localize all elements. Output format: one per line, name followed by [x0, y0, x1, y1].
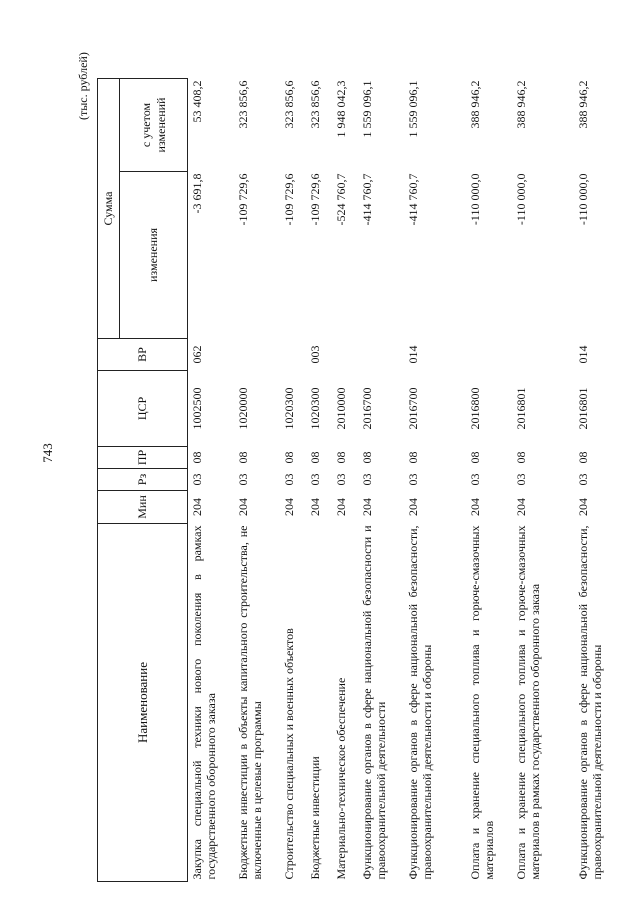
table-row — [512, 79, 574, 882]
cell-pr: 08 — [307, 451, 322, 464]
cell-min: 204 — [281, 498, 296, 516]
cell-vr: 003 — [307, 345, 322, 364]
header-rz: Рз — [98, 469, 188, 491]
cell-name: Материально-техническое обеспечение — [333, 677, 348, 880]
cell-total: 1 559 096,1 — [405, 80, 420, 138]
cell-rz: 03 — [575, 473, 590, 486]
cell-pr: 08 — [333, 451, 348, 464]
cell-csr: 1020300 — [307, 387, 322, 430]
cell-name: Функционирование органов в сфере национальной безопасности, правоохранительной деятельности и обороны — [575, 525, 604, 880]
cell-rz: 03 — [190, 473, 204, 486]
cell-min: 204 — [405, 498, 420, 516]
cell-rz: 03 — [359, 473, 374, 486]
cell-total: 53 408,2 — [190, 80, 204, 123]
cell-vr — [332, 339, 358, 371]
cell-csr: 1020300 — [281, 387, 296, 430]
cell-pr: 08 — [235, 451, 250, 464]
table-row — [280, 79, 306, 882]
cell-rz: 03 — [405, 473, 420, 486]
header-min: Мин — [98, 491, 188, 524]
cell-change: -414 760,7 — [405, 173, 420, 226]
table-row — [574, 79, 636, 882]
cell-change: -524 760,7 — [333, 173, 348, 226]
cell-vr — [234, 339, 280, 371]
header-name: Наименование — [98, 524, 188, 882]
cell-csr: 1020000 — [235, 387, 250, 430]
header-summa: Сумма — [98, 79, 120, 339]
cell-change: -109 729,6 — [307, 173, 322, 226]
cell-change: -109 729,6 — [235, 173, 250, 226]
cell-total: 388 946,2 — [575, 80, 590, 129]
cell-min: 204 — [235, 498, 250, 516]
table-row — [188, 79, 234, 882]
cell-change: -414 760,7 — [359, 173, 374, 226]
cell-vr — [512, 339, 574, 371]
cell-pr: 08 — [359, 451, 374, 464]
cell-min: 204 — [359, 498, 374, 516]
header-pr: ПР — [98, 447, 188, 469]
cell-csr: 1002500 — [190, 387, 204, 430]
cell-name: Строительство специальных и военных объектов — [281, 628, 296, 880]
cell-rz: 03 — [307, 473, 322, 486]
header-csr: ЦСР — [98, 371, 188, 447]
cell-change: -110 000,0 — [575, 173, 590, 226]
cell-name: Оплата и хранение специального топлива и горюче-смазочных материалов в рамках государственного оборонного заказа — [513, 525, 542, 880]
cell-name: Функционирование органов в сфере национальной безопасности и правоохранительной деятельности — [359, 525, 388, 880]
cell-change: -109 729,6 — [281, 173, 296, 226]
cell-change: -110 000,0 — [467, 173, 482, 226]
cell-rz: 03 — [333, 473, 348, 486]
cell-total: 388 946,2 — [513, 80, 528, 129]
cell-min: 204 — [575, 498, 590, 516]
cell-csr: 2016700 — [359, 387, 374, 430]
cell-pr: 08 — [467, 451, 482, 464]
cell-name: Бюджетные инвестиции — [307, 756, 322, 880]
cell-min: 204 — [190, 498, 204, 516]
cell-vr: 014 — [575, 345, 590, 364]
budget-table — [97, 78, 636, 882]
cell-total: 1 559 096,1 — [359, 80, 374, 138]
table-row — [404, 79, 466, 882]
cell-pr: 08 — [405, 451, 420, 464]
cell-csr: 2016801 — [513, 387, 528, 430]
units-label: (тыс. рублей) — [76, 52, 90, 120]
header-change: изменения — [120, 172, 188, 339]
cell-rz: 03 — [281, 473, 296, 486]
cell-rz: 03 — [467, 473, 482, 486]
page-number: 743 — [40, 443, 55, 463]
table-header — [98, 79, 188, 882]
cell-name: Закупка специальной техники нового поколения в рамках государственного оборонного заказа — [190, 525, 218, 880]
header-vr: ВР — [98, 339, 188, 371]
cell-pr: 08 — [281, 451, 296, 464]
header-with-changes: с учетом изменений — [120, 79, 188, 172]
cell-name: Функционирование органов в сфере национальной безопасности, правоохранительной деятельности и обороны — [405, 525, 434, 880]
cell-total: 388 946,2 — [467, 80, 482, 129]
cell-pr: 08 — [190, 451, 204, 464]
cell-pr: 08 — [513, 451, 528, 464]
cell-pr: 08 — [575, 451, 590, 464]
cell-min: 204 — [307, 498, 322, 516]
cell-vr: 014 — [405, 345, 420, 364]
cell-name: Бюджетные инвестиции в объекты капитального строительства, не включенные в целевые программы — [235, 525, 264, 880]
cell-min: 204 — [333, 498, 348, 516]
cell-csr: 2016800 — [467, 387, 482, 430]
table-row — [234, 79, 280, 882]
cell-vr: 062 — [190, 345, 204, 364]
cell-vr — [358, 339, 404, 371]
cell-total: 1 948 042,3 — [333, 80, 348, 138]
cell-min: 204 — [513, 498, 528, 516]
cell-csr: 2010000 — [333, 387, 348, 430]
cell-vr — [280, 339, 306, 371]
cell-change: -110 000,0 — [513, 173, 528, 226]
cell-rz: 03 — [235, 473, 250, 486]
cell-min: 204 — [467, 498, 482, 516]
table-body — [188, 79, 636, 882]
cell-total: 323 856,6 — [281, 80, 296, 129]
cell-total: 323 856,6 — [235, 80, 250, 129]
table-row — [306, 79, 332, 882]
cell-name: Оплата и хранение специального топлива и горюче-смазочных материалов — [467, 525, 496, 880]
cell-csr: 2016700 — [405, 387, 420, 430]
table-row — [466, 79, 512, 882]
cell-csr: 2016801 — [575, 387, 590, 430]
table-row — [358, 79, 404, 882]
cell-rz: 03 — [513, 473, 528, 486]
cell-vr — [466, 339, 512, 371]
table-row — [332, 79, 358, 882]
cell-total: 323 856,6 — [307, 80, 322, 129]
cell-change: -3 691,8 — [190, 173, 204, 214]
